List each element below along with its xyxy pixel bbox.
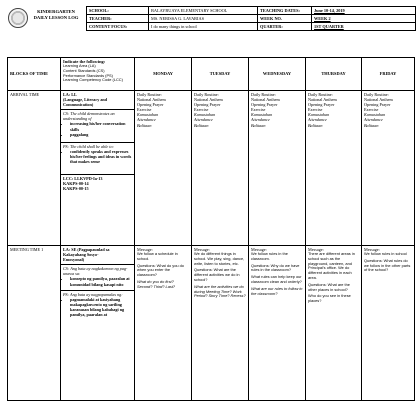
meeting-block-label: MEETING TIME 1 <box>8 246 61 401</box>
lesson-plan-table <box>7 57 415 401</box>
meeting-thursday: Message: There are different areas in school such as the playground, canteen, and Principal's office. We do different activities in each area. Questions: What are the other places in school? Who do you see in these places? <box>306 246 362 401</box>
teaching-dates-value: June 10-14, 2019 <box>312 7 416 15</box>
meeting-tuesday: Message: We do different things in school. We play, sing, dance, write, listen to stories, etc. Questions: What are the different activities we do in school? What are the activities we do during Meeting Time? Work Period? Story Time? Recess? <box>192 246 249 401</box>
content-focus-value: I do many things in school <box>149 23 258 31</box>
meeting-monday: Message: We follow a schedule in school. Questions: What do you do when you enter the classroom? What do you do first? Second? Third? Last? <box>135 246 192 401</box>
col-tuesday: TUESDAY <box>192 58 249 91</box>
col-friday: FRIDAY <box>362 58 415 91</box>
school-value: BALAYBUAYA ELEMENTARY SCHOOL <box>149 7 258 15</box>
arrival-indicators: LA: LL (Language, Literacy and Communication) CS: The child demonstrates an understanding of • increasing his/her conversation skills • paggalang PS: The child shall be able to: • confidently speaks and expresses his/her feelings and ideas in words that makes sense LCC: LLKVPD-Ia-13 KAKPS-00-14 KAKPS-00-15 <box>61 91 135 246</box>
arrival-monday: Daily Routine: National Anthem Opening Prayer Exercise Kamustahan Attendance Balitaan <box>135 91 192 246</box>
arrival-time-row <box>8 91 415 246</box>
col-indicate: Indicate the following: Learning Area (LA) Content Standards (CS) Performance Standards (PS) Learning Competency Code (LCC) <box>61 58 135 91</box>
meeting-time-row <box>8 246 415 401</box>
document-title: KINDERGARTEN DAILY LESSON LOG <box>33 9 79 20</box>
arrival-friday: Daily Routine: National Anthem Opening Prayer Exercise Kamustahan Attendance Balitaan <box>362 91 415 246</box>
teacher-value: MS. NERISSA G. LAVARIAS <box>149 15 258 23</box>
quarter-value: 1ST QUARTER <box>312 23 416 31</box>
header-info-table <box>86 6 416 31</box>
arrival-thursday: Daily Routine: National Anthem Opening Prayer Exercise Kamustahan Attendance Balitaan <box>306 91 362 246</box>
col-thursday: THURSDAY <box>306 58 362 91</box>
content-focus-label: CONTENT FOCUS: <box>87 23 149 31</box>
teaching-dates-label: TEACHING DATES: <box>258 7 312 15</box>
week-label: WEEK NO. <box>258 15 312 23</box>
col-monday: MONDAY <box>135 58 192 91</box>
arrival-block-label: ARRIVAL TIME <box>8 91 61 246</box>
quarter-label: QUARTER: <box>258 23 312 31</box>
meeting-friday: Message: We follow rules in school Questions: What rules do we follow in the other parts of the school? <box>362 246 415 401</box>
arrival-tuesday: Daily Routine: National Anthem Opening Prayer Exercise Kamustahan Attendance Balitaan <box>192 91 249 246</box>
col-blocks-of-time: BLOCKS OF TIME <box>8 58 61 91</box>
teacher-label: TEACHER: <box>87 15 149 23</box>
meeting-indicators: LA: SE (Pagpapaunlad sa Kakayahang Sosyo- Emosyonal) CS: Ang bata ay nagkakaroon ng pag-unawa sa: • konsepto ng pamilya, paaralan at komunidad bilang kasapi nito PS: Ang bata ay nagpapamalas ng: • pagmamalaki at kasiyahang makapagkuwento ng sariling karanasan bilang kabahagi ng pamilya, paaralan at <box>61 246 135 401</box>
school-seal-logo <box>8 8 28 28</box>
meeting-wednesday: Message: We follow rules in the classroom. Questions: Why do we have rules in the classroom? What rules can help keep our classroom clean and orderly? What are our rules to follow in the classroom? <box>249 246 306 401</box>
school-label: SCHOOL: <box>87 7 149 15</box>
week-value: WEEK 2 <box>312 15 416 23</box>
col-wednesday: WEDNESDAY <box>249 58 306 91</box>
arrival-wednesday: Daily Routine: National Anthem Opening Prayer Exercise Kamustahan Attendance Balitaan <box>249 91 306 246</box>
